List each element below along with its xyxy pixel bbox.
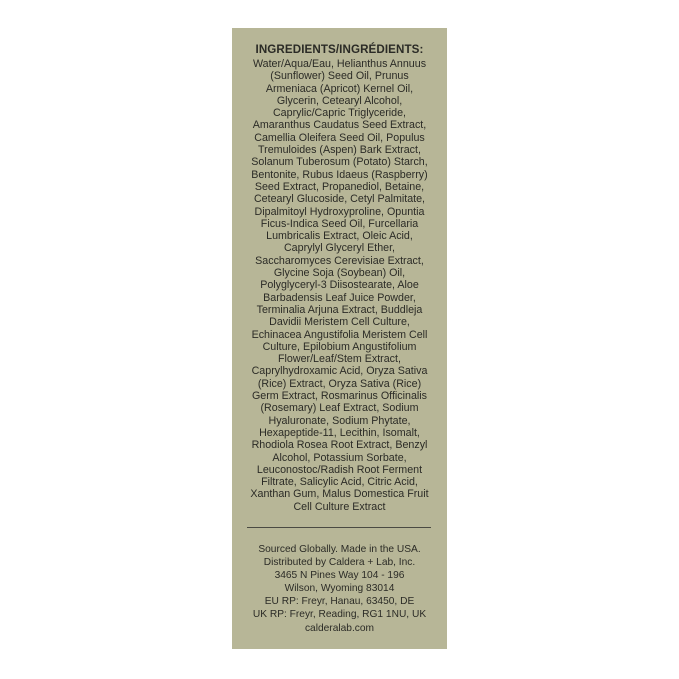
ingredients-line: Polyglyceryl-3 Diisostearate, Aloe [260,279,419,292]
ingredients-line: Water/Aqua/Eau, Helianthus Annuus [252,58,427,70]
ingredients-line: Camellia Oleifera Seed Oil, Populus [254,131,425,144]
ingredients-line: Alcohol, Potassium Sorbate, [272,451,407,464]
ingredients-line: Germ Extract, Rosmarinus Officinalis [251,390,427,403]
ingredients-line: Culture, Epilobium Angustifolium [262,340,417,353]
ingredients-line: Solanum Tuberosum (Potato) Starch, [251,156,428,169]
footer-line: Distributed by Caldera + Lab, Inc. [263,557,416,569]
distributor-info [236,543,443,635]
ingredients-line: Hyaluronate, Sodium Phytate, [268,414,411,427]
ingredients-line: Dipalmitoyl Hydroxyproline, Opuntia [254,205,425,218]
ingredients-line: Leuconostoc/Radish Root Ferment [256,463,423,476]
ingredients-line: Armeniaca (Apricot) Kernel Oil, [265,82,414,95]
ingredients-line: Ficus-Indica Seed Oil, Furcellaria [260,217,419,230]
ingredients-line: Bentonite, Rubus Idaeus (Raspberry) [251,168,428,181]
ingredients-line: Caprylhydroxamic Acid, Oryza Sativa [251,365,428,378]
ingredients-line: Seed Extract, Propanediol, Betaine, [254,180,425,193]
footer-line: UK RP: Freyr, Reading, RG1 1NU, UK [252,609,427,621]
ingredients-line: Xanthan Gum, Malus Domestica Fruit [250,488,429,501]
ingredients-line: Lumbricalis Extract, Oleic Acid, [266,230,413,243]
footer-line: calderalab.com [304,622,375,634]
ingredients-title: INGREDIENTS/INGRÉDIENTS: [255,43,424,56]
ingredients-line: Amaranthus Caudatus Seed Extract, [252,119,427,132]
footer-line: Sourced Globally. Made in the USA. [258,544,421,555]
ingredients-line: Rhodiola Rosea Root Extract, Benzyl [251,439,428,452]
ingredients-line: (Rosemary) Leaf Extract, Sodium [260,402,419,415]
ingredients-label-panel [232,28,447,649]
footer-line: EU RP: Freyr, Hanau, 63450, DE [264,596,415,608]
ingredients-line: Caprylic/Capric Triglyceride, [272,107,407,120]
ingredients-list [236,58,443,513]
ingredients-line: Glycerin, Cetearyl Alcohol, [276,94,403,107]
ingredients-line: Davidii Meristem Cell Culture, [269,316,410,329]
divider-line [247,527,431,528]
ingredients-line: Hexapeptide-11, Lecithin, Isomalt, [259,426,420,439]
footer-line: Wilson, Wyoming 83014 [284,583,395,595]
ingredients-line: Echinacea Angustifolia Meristem Cell [251,328,428,341]
ingredients-line: Terminalia Arjuna Extract, Buddleja [256,303,423,316]
ingredients-line: Tremuloides (Aspen) Bark Extract, [258,144,421,157]
ingredients-line: Caprylyl Glyceryl Ether, [283,242,396,255]
ingredients-line: Filtrate, Salicylic Acid, Citric Acid, [261,476,418,489]
ingredients-line: Cell Culture Extract [293,500,386,513]
ingredients-line: Flower/Leaf/Stem Extract, [278,353,401,366]
footer-line: 3465 N Pines Way 104 - 196 [274,570,405,582]
ingredients-line: (Rice) Extract, Oryza Sativa (Rice) [257,377,422,390]
ingredients-line: Barbadensis Leaf Juice Powder, [263,291,416,304]
ingredients-line: Saccharomyces Cerevisiae Extract, [255,254,424,267]
ingredients-line: Cetearyl Glucoside, Cetyl Palmitate, [253,193,426,206]
ingredients-line: Glycine Soja (Soybean) Oil, [273,267,406,280]
ingredients-line: (Sunflower) Seed Oil, Prunus [270,70,409,83]
